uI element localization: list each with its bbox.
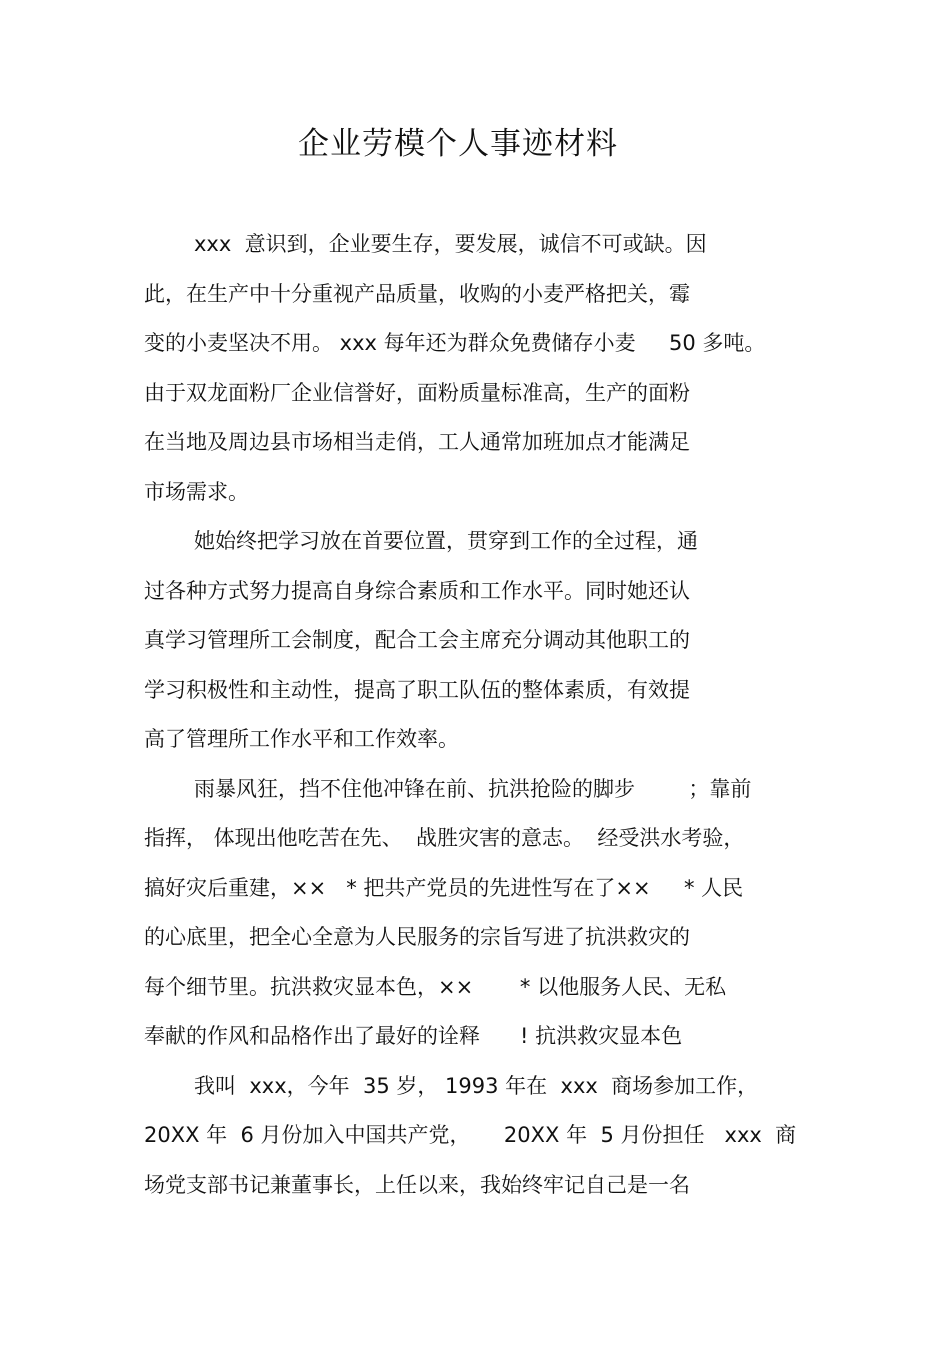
paragraph-line: 奉献的作风和品格作出了最好的诠释 ! 抗洪救灾显本色: [144, 1024, 683, 1048]
document-title: 企业劳模个人事迹材料: [298, 126, 618, 162]
paragraph-line: 高了管理所工作水平和工作效率。: [144, 727, 459, 751]
paragraph-line: 此，在生产中十分重视产品质量，收购的小麦严格把关，霉: [144, 281, 690, 306]
paragraph-line: 真学习管理所工会制度，配合工会主席充分调动其他职工的: [144, 628, 690, 652]
paragraph-line: 场党支部书记兼董事长，上任以来，我始终牢记自己是一名: [144, 1172, 690, 1197]
paragraph-line: 过各种方式努力提高自身综合素质和工作水平。同时她还认: [144, 578, 690, 603]
paragraph-line: 她始终把学习放在首要位置，贯穿到工作的全过程，通: [194, 529, 698, 553]
paragraph-line: 由于双龙面粉厂企业信誉好，面粉质量标准高，生产的面粉: [144, 380, 690, 405]
paragraph-line: 我叫 xxx，今年 35 岁， 1993 年在 xxx 商场参加工作，: [194, 1073, 759, 1098]
paragraph-line: 搞好灾后重建，×× * 把共产党员的先进性写在了×× * 人民: [144, 875, 744, 900]
paragraph-line: 变的小麦坚决不用。 xxx 每年还为群众免费储存小麦 50 多吨。: [144, 331, 766, 355]
paragraph-line: 20XX 年 6 月份加入中国共产党， 20XX 年 5 月份担任 xxx 商: [144, 1123, 797, 1147]
paragraph-line: 雨暴风狂，挡不住他冲锋在前、抗洪抢险的脚步 ；靠前: [194, 776, 752, 801]
paragraph-line: 在当地及周边县市场相当走俏，工人通常加班加点才能满足: [144, 430, 690, 454]
paragraph-line: 的心底里，把全心全意为人民服务的宗旨写进了抗洪救灾的: [144, 925, 690, 949]
paragraph-line: xxx 意识到，企业要生存，要发展，诚信不可或缺。因: [194, 232, 707, 256]
document-body: [144, 220, 824, 1210]
paragraph-line: 市场需求。: [144, 479, 249, 504]
paragraph-line: 指挥， 体现出他吃苦在先、 战胜灾害的意志。 经受洪水考验，: [144, 826, 745, 850]
paragraph-line: 每个细节里。抗洪救灾显本色，×× * 以他服务人民、无私: [144, 974, 727, 999]
paragraph-line: 学习积极性和主动性，提高了职工队伍的整体素质，有效提: [144, 677, 690, 702]
